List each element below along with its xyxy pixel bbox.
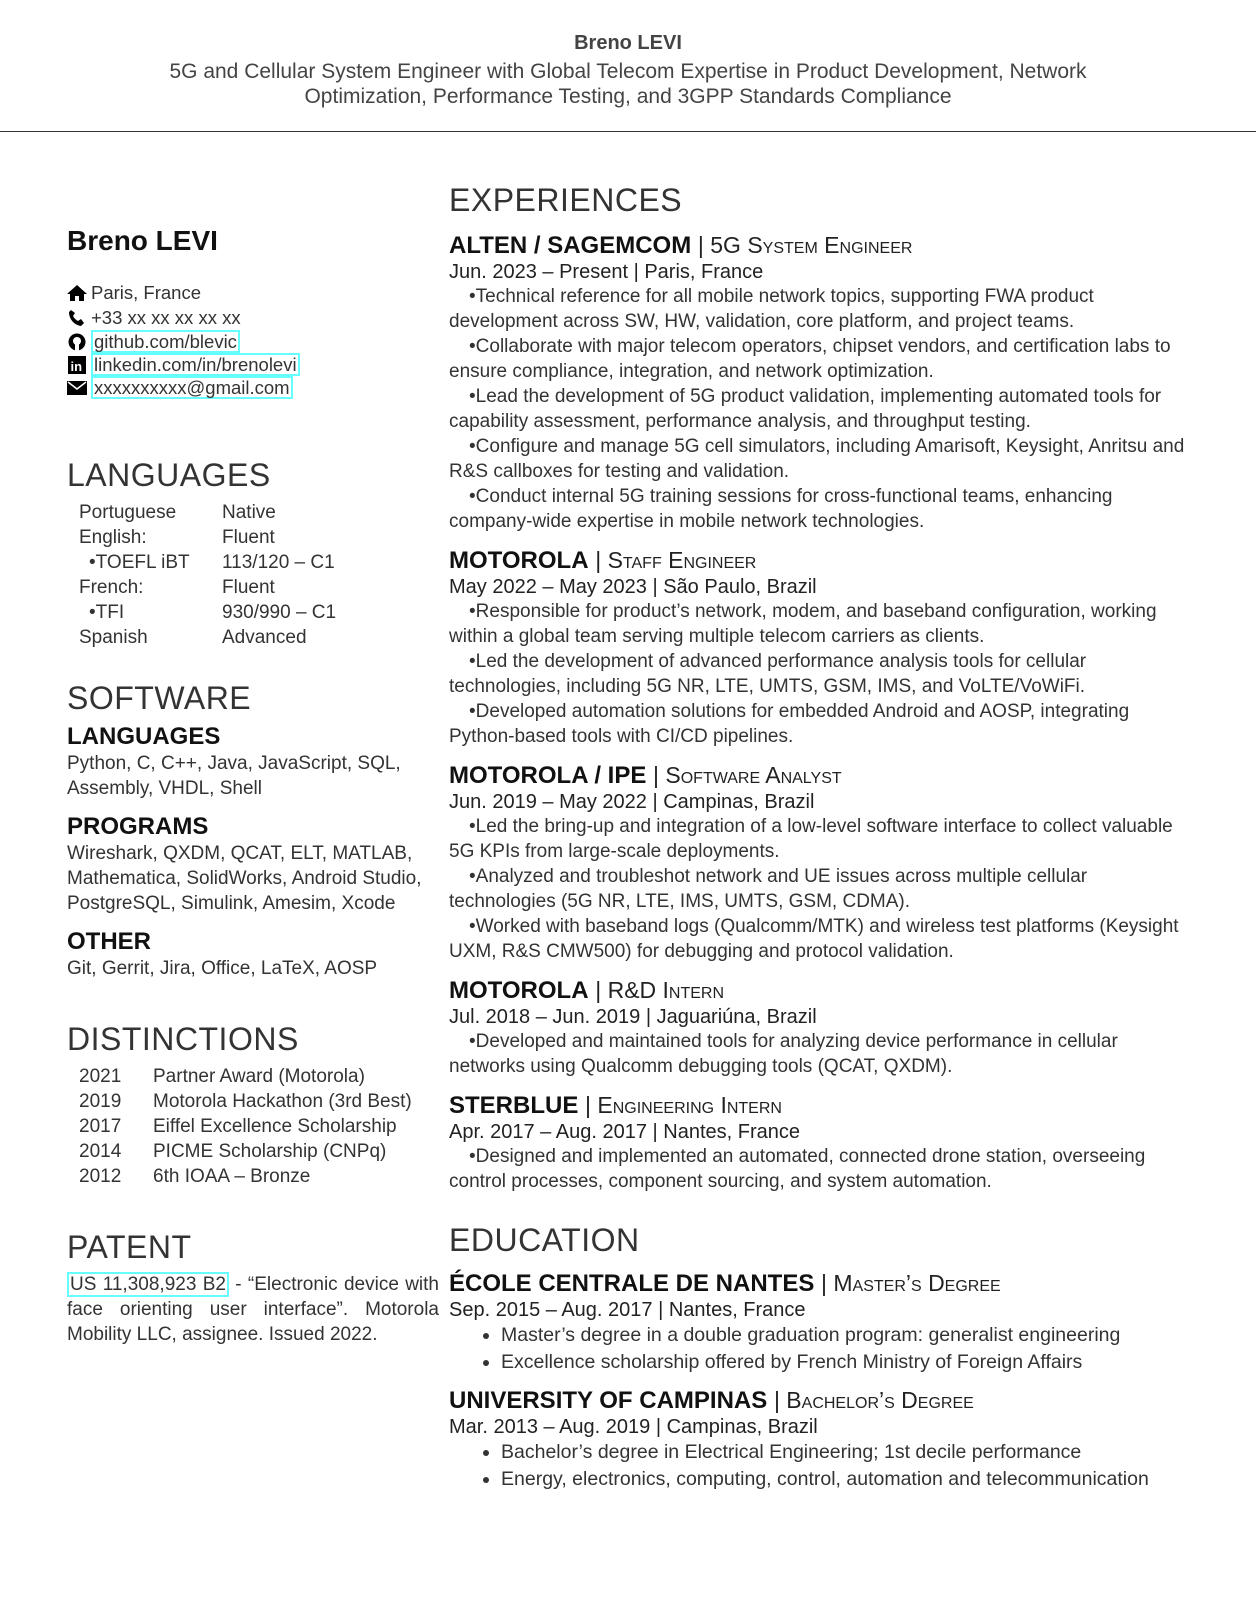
patent-link[interactable]: US 11,308,923 B2 bbox=[67, 1272, 229, 1297]
entry-date-location: Apr. 2017 – Aug. 2017 | Nantes, France bbox=[449, 1121, 800, 1143]
distinctions-heading: DISTINCTIONS bbox=[67, 1021, 299, 1057]
distinction-name: PICME Scholarship (CNPq) bbox=[153, 1141, 387, 1162]
svg-text:in: in bbox=[70, 358, 83, 374]
experience-entry bbox=[449, 231, 1194, 534]
education-list bbox=[449, 1269, 1194, 1493]
entry-title bbox=[449, 1386, 1194, 1415]
entry-date-location: Jul. 2018 – Jun. 2019 | Jaguariúna, Brazil bbox=[449, 1006, 817, 1028]
entry-date-location: Mar. 2013 – Aug. 2019 | Campinas, Brazil bbox=[449, 1416, 818, 1438]
home-icon bbox=[67, 284, 87, 302]
entry-role: | Bachelor’s Degree bbox=[773, 1387, 974, 1413]
software-group-title: PROGRAMS bbox=[67, 813, 209, 840]
entry-title bbox=[449, 1091, 1194, 1120]
software-group-text: Git, Gerrit, Jira, Office, LaTeX, AOSP bbox=[67, 958, 378, 979]
entry-date-location: Jun. 2019 – May 2022 | Campinas, Brazil bbox=[449, 791, 815, 813]
entry-title bbox=[449, 761, 1194, 790]
language-name: English: bbox=[79, 527, 147, 548]
distinction-name: Partner Award (Motorola) bbox=[153, 1066, 365, 1087]
distinction-row bbox=[79, 1114, 439, 1139]
language-level: 930/990 – C1 bbox=[222, 602, 337, 623]
distinction-name: Motorola Hackathon (3rd Best) bbox=[153, 1091, 412, 1112]
entry-date-location: Jun. 2023 – Present | Paris, France bbox=[449, 261, 764, 283]
bullet-item: •Analyzed and troubleshot network and UE issues across multiple cellular technologies (5G NR, LTE, IMS, UMTS, GSM, CDMA). bbox=[449, 866, 1088, 912]
entry-role: | Master’s Degree bbox=[821, 1270, 1001, 1296]
software-group-title: OTHER bbox=[67, 928, 151, 955]
right-column bbox=[449, 182, 1194, 1493]
patent-text bbox=[67, 1272, 439, 1347]
education-entry bbox=[449, 1269, 1194, 1376]
distinction-row bbox=[79, 1064, 439, 1089]
email-link[interactable]: xxxxxxxxxx@gmail.com bbox=[91, 376, 293, 399]
contact-info bbox=[67, 281, 439, 399]
entry-organization: MOTOROLA bbox=[449, 547, 589, 574]
patent-heading: PATENT bbox=[67, 1229, 192, 1265]
distinctions-table bbox=[79, 1064, 439, 1189]
experience-entry bbox=[449, 761, 1194, 964]
bullet-item: •Designed and implemented an automated, connected drone station, overseeing control processes, component sourcing, and system automation. bbox=[449, 1146, 1146, 1192]
distinction-row bbox=[79, 1164, 439, 1189]
entry-date-location: May 2022 – May 2023 | São Paulo, Brazil bbox=[449, 576, 817, 598]
language-name: French: bbox=[79, 577, 144, 598]
page-header bbox=[0, 32, 1256, 109]
patent-description: - “Electronic device with face orienting user interface”. Motorola Mobility LLC, assignee. Issued 2022. bbox=[67, 1274, 440, 1345]
distinction-year: 2021 bbox=[79, 1066, 122, 1087]
language-name: •TFI bbox=[89, 602, 125, 623]
bullet-item: • Excellence scholarship offered by French Ministry of Foreign Affairs bbox=[501, 1349, 1194, 1376]
language-level: Fluent bbox=[222, 577, 275, 598]
distinction-name: 6th IOAA – Bronze bbox=[153, 1166, 311, 1187]
language-name: •TOEFL iBT bbox=[89, 552, 190, 573]
entry-organization: ALTEN / SAGEMCOM bbox=[449, 232, 692, 259]
bullet-item: • Energy, electronics, computing, control, automation and telecommunication bbox=[501, 1466, 1194, 1493]
phone-icon bbox=[67, 309, 87, 327]
experience-entry bbox=[449, 976, 1194, 1079]
language-name: Portuguese bbox=[79, 502, 177, 523]
github-icon bbox=[67, 333, 87, 351]
entry-organization: STERBLUE bbox=[449, 1092, 579, 1119]
language-row bbox=[79, 525, 439, 550]
experiences-heading: EXPERIENCES bbox=[449, 182, 683, 218]
linkedin-link[interactable]: linkedin.com/in/brenolevi bbox=[91, 353, 300, 376]
language-level: Fluent bbox=[222, 527, 275, 548]
linkedin-icon bbox=[67, 356, 87, 374]
entry-title bbox=[449, 976, 1194, 1005]
bullet-item: •Developed and maintained tools for analyzing device performance in cellular networks using Qualcomm debugging tools (QCAT, QXDM). bbox=[449, 1031, 1118, 1077]
candidate-name: Breno LEVI bbox=[67, 225, 218, 256]
entry-role: | Software Analyst bbox=[653, 762, 842, 788]
language-name: Spanish bbox=[79, 627, 148, 648]
distinction-year: 2019 bbox=[79, 1091, 122, 1112]
experiences-list bbox=[449, 231, 1194, 1194]
location: Paris, France bbox=[91, 282, 202, 303]
header-divider bbox=[0, 131, 1256, 132]
entry-bullets bbox=[449, 1439, 1194, 1493]
bullet-item: •Lead the development of 5G product validation, implementing automated tools for capability assessment, performance analysis, and throughput testing. bbox=[449, 386, 1162, 432]
entry-role: | R&D Intern bbox=[595, 977, 725, 1003]
software-group-text: Python, C, C++, Java, JavaScript, SQL, Assembly, VHDL, Shell bbox=[67, 753, 401, 799]
entry-organization: UNIVERSITY OF CAMPINAS bbox=[449, 1387, 768, 1414]
language-level: Native bbox=[222, 502, 276, 523]
entry-role: | Staff Engineer bbox=[595, 547, 757, 573]
entry-title bbox=[449, 1269, 1194, 1298]
bullet-item: •Conduct internal 5G training sessions for cross-functional teams, enhancing company-wide expertise in mobile network technologies. bbox=[449, 486, 1113, 532]
software-group-text: Wireshark, QXDM, QCAT, ELT, MATLAB, Mathematica, SolidWorks, Android Studio, PostgreSQL, Simulink, Amesim, Xcode bbox=[67, 843, 422, 914]
distinction-name: Eiffel Excellence Scholarship bbox=[153, 1116, 397, 1137]
header-name: Breno LEVI bbox=[574, 32, 682, 54]
language-row bbox=[79, 550, 439, 575]
language-row bbox=[79, 600, 439, 625]
entry-role: | 5G System Engineer bbox=[697, 232, 913, 258]
bullet-item: •Technical reference for all mobile network topics, supporting FWA product development across SW, HW, validation, core platform, and project teams. bbox=[449, 286, 1094, 332]
distinction-row bbox=[79, 1139, 439, 1164]
language-row bbox=[79, 625, 439, 650]
bullet-item: •Led the development of advanced performance analysis tools for cellular technologies, including 5G NR, LTE, UMTS, GSM, IMS, and VoLTE/VoWiFi. bbox=[449, 651, 1087, 697]
envelope-icon bbox=[67, 379, 87, 397]
software-groups bbox=[67, 723, 439, 981]
entry-date-location: Sep. 2015 – Aug. 2017 | Nantes, France bbox=[449, 1299, 806, 1321]
language-level: Advanced bbox=[222, 627, 307, 648]
software-heading: SOFTWARE bbox=[67, 680, 252, 716]
experience-entry bbox=[449, 1091, 1194, 1194]
bullet-item: •Collaborate with major telecom operators, chipset vendors, and certification labs to ensure compliance, integration, and network optimization. bbox=[449, 336, 1171, 382]
entry-organization: ÉCOLE CENTRALE DE NANTES bbox=[449, 1270, 815, 1297]
language-row bbox=[79, 575, 439, 600]
bullet-item: •Led the bring-up and integration of a low-level software interface to collect valuable 5G KPIs from large-scale deployments. bbox=[449, 816, 1173, 862]
bullet-item: •Responsible for product’s network, modem, and baseband configuration, working within a global team serving multiple telecom carriers as clients. bbox=[449, 601, 1157, 647]
left-column bbox=[67, 225, 439, 1347]
bullet-item: • Bachelor’s degree in Electrical Engineering; 1st decile performance bbox=[501, 1439, 1194, 1466]
entry-title bbox=[449, 546, 1194, 575]
language-level: 113/120 – C1 bbox=[222, 552, 335, 573]
entry-title bbox=[449, 231, 1194, 260]
languages-heading: LANGUAGES bbox=[67, 457, 271, 493]
phone: +33 xx xx xx xx xx bbox=[91, 306, 241, 328]
distinction-year: 2014 bbox=[79, 1141, 122, 1162]
bullet-item: •Developed automation solutions for embedded Android and AOSP, integrating Python-based tools with CI/CD pipelines. bbox=[449, 701, 1130, 747]
bullet-item: •Worked with baseband logs (Qualcomm/MTK) and wireless test platforms (Keysight UXM, R&S CMW500) for debugging and protocol validation. bbox=[449, 916, 1179, 962]
bullet-item: • Master’s degree in a double graduation program: generalist engineering bbox=[501, 1322, 1194, 1349]
bullet-item: •Configure and manage 5G cell simulators, including Amarisoft, Keysight, Anritsu and R&S callboxes for testing and validation. bbox=[449, 436, 1185, 482]
languages-table bbox=[79, 500, 439, 650]
language-row bbox=[79, 500, 439, 525]
distinction-year: 2017 bbox=[79, 1116, 122, 1137]
distinction-row bbox=[79, 1089, 439, 1114]
entry-bullets bbox=[449, 1322, 1194, 1376]
entry-organization: MOTOROLA bbox=[449, 977, 589, 1004]
header-subtitle: 5G and Cellular System Engineer with Global Telecom Expertise in Product Development, Network Optimization, Performance Testing, and 3GPP Standards Compliance bbox=[169, 60, 1087, 108]
software-group-title: LANGUAGES bbox=[67, 723, 221, 750]
github-link[interactable]: github.com/blevic bbox=[91, 330, 240, 353]
education-heading: EDUCATION bbox=[449, 1222, 640, 1258]
distinction-year: 2012 bbox=[79, 1166, 122, 1187]
education-entry bbox=[449, 1386, 1194, 1493]
experience-entry bbox=[449, 546, 1194, 749]
entry-role: | Engineering Intern bbox=[585, 1092, 782, 1118]
entry-organization: MOTOROLA / IPE bbox=[449, 762, 647, 789]
